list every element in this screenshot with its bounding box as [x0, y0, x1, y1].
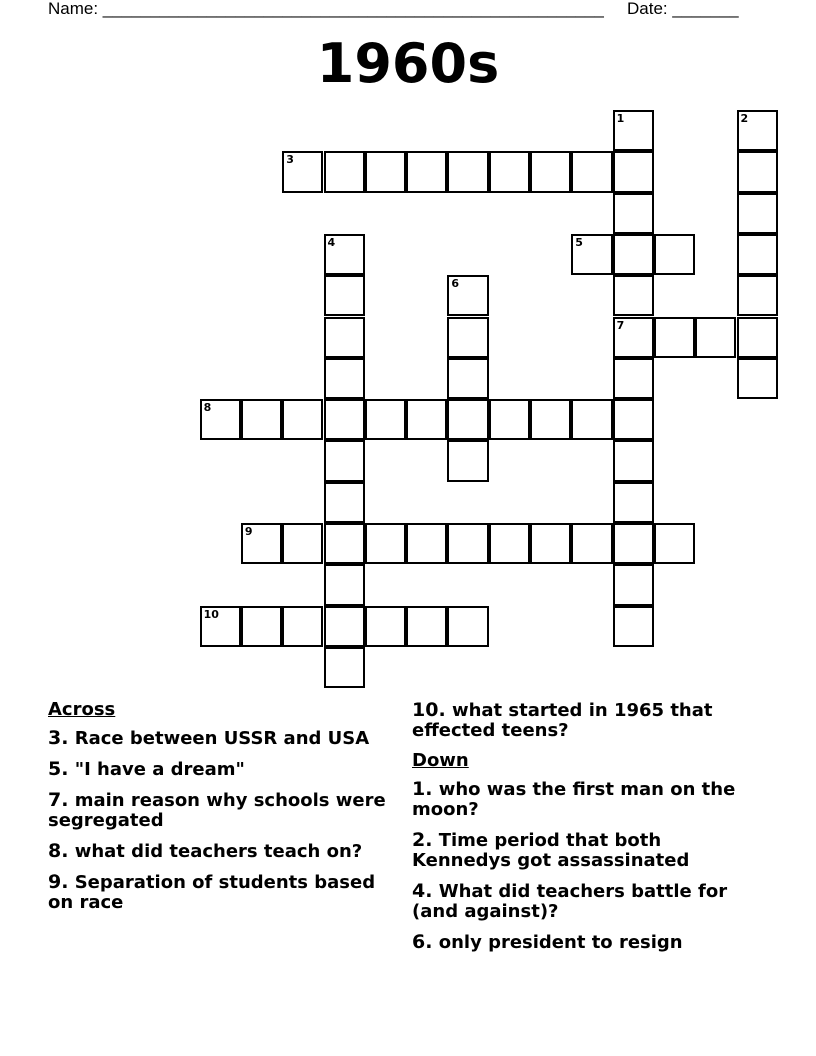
clue-down-1: [412, 779, 752, 820]
clue-number-label: 8: [203, 401, 212, 415]
grid-cell[interactable]: [613, 110, 654, 151]
clue-number: 10.: [412, 699, 446, 721]
grid-cell[interactable]: [324, 317, 365, 358]
clue-number: 6.: [412, 931, 433, 953]
clue-text: "I have a dream": [68, 759, 245, 780]
clue-number: 9.: [48, 871, 69, 893]
grid-cell[interactable]: [489, 523, 530, 564]
clue-text: What did teachers battle for (and against)?: [412, 881, 728, 922]
grid-cell[interactable]: [324, 399, 365, 440]
clue-text: main reason why schools were segregated: [48, 790, 386, 831]
clue-number: 8.: [48, 840, 69, 862]
grid-cell[interactable]: [406, 606, 447, 647]
clue-number-label: 7: [616, 318, 625, 332]
clue-number: 1.: [412, 778, 433, 800]
clue-across-8: [48, 841, 388, 862]
grid-cell[interactable]: [447, 399, 488, 440]
grid-cell[interactable]: [324, 564, 365, 605]
grid-cell[interactable]: [447, 275, 488, 316]
grid-cell[interactable]: [406, 523, 447, 564]
clues-column-right: [412, 700, 752, 963]
grid-cell[interactable]: [324, 234, 365, 275]
clue-text: Separation of students based on race: [48, 872, 376, 913]
grid-cell[interactable]: [324, 151, 365, 192]
grid-cell[interactable]: [571, 234, 612, 275]
grid-cell[interactable]: [282, 151, 323, 192]
clue-number: 3.: [48, 727, 69, 749]
grid-cell[interactable]: [571, 523, 612, 564]
grid-cell[interactable]: [613, 358, 654, 399]
grid-cell[interactable]: [489, 151, 530, 192]
grid-cell[interactable]: [324, 606, 365, 647]
clue-number-label: 4: [327, 235, 336, 249]
grid-cell[interactable]: [406, 399, 447, 440]
grid-cell[interactable]: [365, 606, 406, 647]
grid-cell[interactable]: [613, 606, 654, 647]
clue-number-label: 5: [575, 235, 583, 249]
clue-number-label: 9: [244, 525, 253, 538]
grid-cell[interactable]: [613, 564, 654, 605]
grid-cell[interactable]: [447, 151, 488, 192]
clue-text: Race between USSR and USA: [68, 728, 370, 749]
grid-cell[interactable]: [737, 275, 778, 316]
clue-down-2: [412, 830, 752, 871]
grid-cell[interactable]: [613, 440, 654, 481]
clue-across-9: [48, 872, 388, 913]
clue-number-label: 2: [740, 112, 749, 125]
clue-number: 5.: [48, 758, 69, 780]
grid-cell[interactable]: [571, 399, 612, 440]
clue-number: 4.: [412, 880, 433, 902]
grid-cell[interactable]: [613, 482, 654, 523]
grid-cell[interactable]: [365, 523, 406, 564]
clues-column-left: [48, 700, 388, 923]
clue-text: what started in 1965 that effected teens?: [412, 700, 713, 741]
grid-cell[interactable]: [365, 399, 406, 440]
down-heading: Down: [412, 750, 469, 771]
grid-cell[interactable]: [654, 234, 695, 275]
grid-cell[interactable]: [241, 606, 282, 647]
clue-text: who was the first man on the moon?: [412, 779, 736, 820]
grid-cell[interactable]: [282, 399, 323, 440]
grid-cell[interactable]: [654, 523, 695, 564]
grid-cell[interactable]: [737, 358, 778, 399]
grid-cell[interactable]: [447, 317, 488, 358]
grid-cell[interactable]: [324, 275, 365, 316]
grid-cell[interactable]: [737, 110, 778, 151]
grid-cell[interactable]: [489, 399, 530, 440]
clue-across-5: [48, 759, 388, 780]
grid-cell[interactable]: [613, 523, 654, 564]
clue-number-label: 3: [286, 153, 294, 167]
grid-cell[interactable]: [613, 234, 654, 275]
grid-cell[interactable]: [613, 317, 654, 358]
clue-across-7: [48, 790, 388, 831]
grid-cell[interactable]: [613, 275, 654, 316]
grid-cell[interactable]: [613, 193, 654, 234]
name-field[interactable]: Name: _____________________________________________________: [48, 0, 604, 18]
grid-cell[interactable]: [324, 358, 365, 399]
grid-cell[interactable]: [200, 606, 241, 647]
clue-number: 7.: [48, 789, 69, 811]
page-title: 1960s: [316, 32, 500, 95]
across-heading: Across: [48, 699, 116, 720]
grid-cell[interactable]: [447, 440, 488, 481]
grid-cell[interactable]: [530, 523, 571, 564]
clue-number: 2.: [412, 829, 433, 851]
grid-cell[interactable]: [241, 523, 282, 564]
grid-cell[interactable]: [654, 317, 695, 358]
grid-cell[interactable]: [613, 399, 654, 440]
clue-number-label: 6: [451, 277, 460, 291]
grid-cell[interactable]: [282, 523, 323, 564]
grid-cell[interactable]: [241, 399, 282, 440]
grid-cell[interactable]: [613, 151, 654, 192]
grid-cell[interactable]: [324, 440, 365, 481]
clue-down-4: [412, 881, 752, 922]
grid-cell[interactable]: [406, 151, 447, 192]
grid-cell[interactable]: [737, 151, 778, 192]
grid-cell[interactable]: [365, 151, 406, 192]
clue-across-10: [412, 700, 752, 741]
clue-across-3: [48, 728, 388, 749]
grid-cell[interactable]: [282, 606, 323, 647]
clue-text: only president to resign: [432, 932, 683, 953]
grid-cell[interactable]: [737, 193, 778, 234]
grid-cell[interactable]: [447, 358, 488, 399]
clue-text: Time period that both Kennedys got assassinated: [412, 830, 690, 871]
grid-cell[interactable]: [447, 523, 488, 564]
clue-number-label: 1: [616, 112, 625, 125]
grid-cell[interactable]: [737, 234, 778, 275]
grid-cell[interactable]: [447, 606, 488, 647]
grid-cell[interactable]: [695, 317, 736, 358]
grid-cell[interactable]: [530, 399, 571, 440]
clue-number-label: 10: [203, 607, 219, 621]
grid-cell[interactable]: [571, 151, 612, 192]
clue-down-6: [412, 932, 752, 953]
grid-cell[interactable]: [200, 399, 241, 440]
date-field[interactable]: Date: _______: [627, 0, 739, 18]
grid-cell[interactable]: [530, 151, 571, 192]
grid-cell[interactable]: [324, 523, 365, 564]
grid-cell[interactable]: [737, 317, 778, 358]
grid-cell[interactable]: [324, 482, 365, 523]
clue-text: what did teachers teach on?: [68, 841, 363, 862]
grid-cell[interactable]: [324, 647, 365, 688]
